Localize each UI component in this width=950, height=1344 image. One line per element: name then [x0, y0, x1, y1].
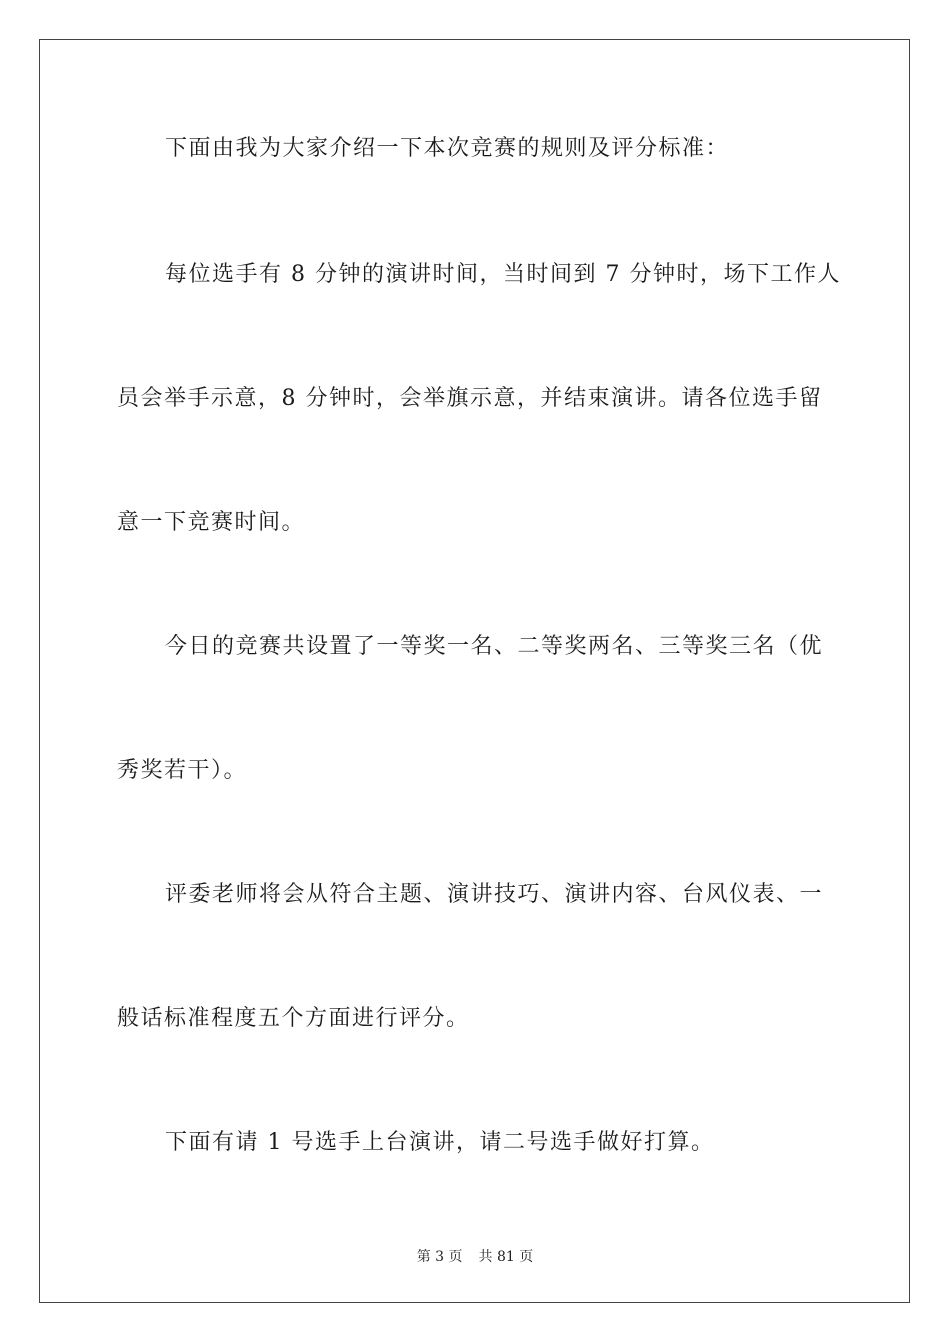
- paragraph-awards-line-2: 秀奖若干）。: [117, 758, 248, 783]
- paragraph-judging-line-1: 评委老师将会从符合主题、演讲技巧、演讲内容、台风仪表、一: [165, 882, 824, 907]
- paragraph-time-rule-line-3: 意一下竞赛时间。: [117, 510, 306, 535]
- page-border: [39, 39, 910, 1303]
- page-footer: [0, 1247, 950, 1267]
- page-total: 共 81 页: [478, 1249, 534, 1265]
- paragraph-first-contestant: 下面有请 1 号选手上台演讲，请二号选手做好打算。: [165, 1130, 715, 1155]
- paragraph-judging-line-2: 般话标准程度五个方面进行评分。: [117, 1006, 470, 1031]
- paragraph-rules-intro: 下面由我为大家介绍一下本次竞赛的规则及评分标准：: [165, 136, 730, 161]
- paragraph-awards-line-1: 今日的竞赛共设置了一等奖一名、二等奖两名、三等奖三名（优: [165, 634, 824, 659]
- paragraph-time-rule-line-1: 每位选手有 8 分钟的演讲时间，当时间到 7 分钟时，场下工作人: [165, 262, 841, 287]
- paragraph-time-rule-line-2: 员会举手示意，8 分钟时，会举旗示意，并结束演讲。请各位选手留: [117, 386, 823, 411]
- page-number: 第 3 页: [416, 1249, 463, 1265]
